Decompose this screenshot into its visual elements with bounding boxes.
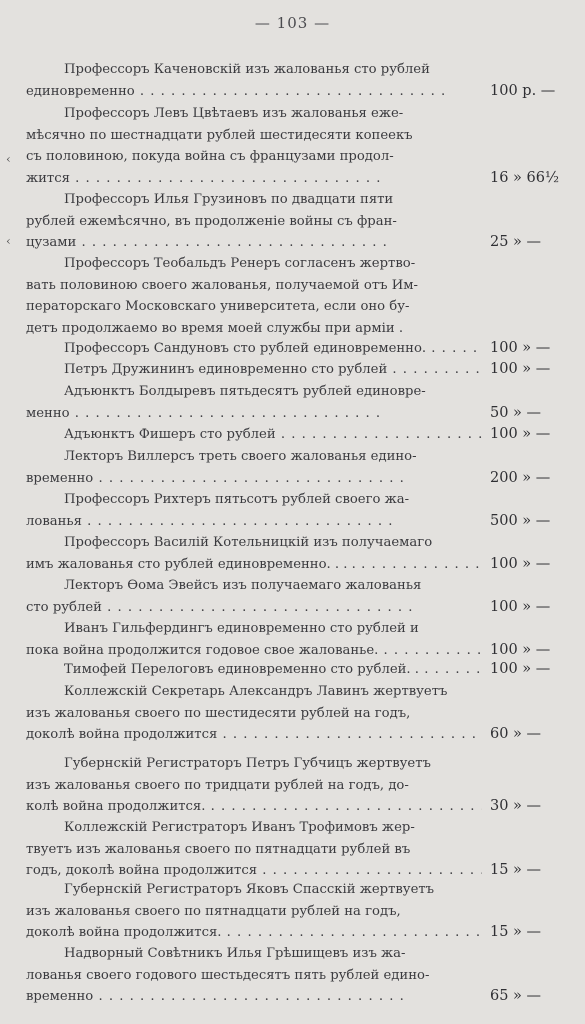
entry-text-line: Профессоръ Левъ Цвѣтаевъ изъ жалованья еже- (64, 106, 404, 121)
entry-amount: 100 » — (490, 340, 551, 356)
entry-text-line: Профессоръ Рихтеръ пятьсотъ рублей своего жа- (64, 492, 410, 507)
entry-text-line: лованья . . . (26, 512, 482, 531)
margin-mark: ‹ (6, 152, 11, 166)
entry-text-line: Профессоръ Василій Котельницкій изъ получаемаго (64, 535, 433, 550)
entry-amount: 100 » — (490, 361, 551, 377)
entry-amount: 100 » — (490, 598, 551, 615)
entry-text-line: Лекторъ Ѳома Эвейсъ изъ получаемаго жалованья (64, 578, 422, 593)
page-number: — 103 — (254, 14, 331, 32)
entry-text-line: Адъюнктъ Фишеръ сто рублей . . . (64, 425, 482, 444)
entry-text-line: детъ продолжаемо во время моей службы при арміи . (26, 320, 404, 336)
entry-text-line: съ половиною, покуда война съ французами продол- (26, 149, 394, 164)
entry-text-line: менно . . . (26, 404, 482, 423)
entry-amount: 16 » 66½ (490, 169, 560, 186)
entry-amount: 100 » — (490, 426, 551, 442)
entry-text-line: жится . . . (26, 169, 482, 188)
entry-amount: 100 » — (490, 641, 551, 658)
entry-text-line: Профессоръ Теобальдъ Ренеръ согласенъ жертво- (64, 256, 416, 271)
entry-text-line: Губернскій Регистраторъ Яковъ Спасскій жертвуетъ (64, 882, 435, 897)
entry-text-line: имъ жалованья сто рублей единовременно. . . . . . . (26, 555, 482, 574)
entry-amount: 65 » — (490, 988, 542, 1004)
entry-text-line: мѣсячно по шестнадцати рублей шестидесяти копеекъ (26, 127, 413, 143)
entry-amount: 25 » — (490, 234, 542, 250)
entry-text-line: временно . . . (26, 987, 482, 1006)
entry-text-line: лованья своего годового шестьдесятъ пять рублей едино- (26, 967, 430, 983)
entry-text-line: твуетъ изъ жалованья своего по пятнадцати рублей въ (26, 841, 411, 857)
entry-text-line: изъ жалованья своего по пятнадцати рублей на годъ, (26, 903, 401, 919)
entry-text-line: Надворный Совѣтникъ Илья Грѣшищевъ изъ жа- (64, 946, 406, 961)
entry-text-line: доколѣ война продолжится. . . . (26, 923, 482, 942)
entry-text-line: ператорскаго Московскаго университета, если оно бу- (26, 299, 410, 314)
entry-amount: 50 » — (490, 404, 542, 421)
entry-text-line: рублей ежемѣсячно, въ продолженіе войны съ фран- (26, 213, 397, 229)
entry-amount: 15 » — (490, 862, 542, 878)
entry-text-line: доколѣ война продолжится . . . (26, 725, 482, 744)
entry-text-line: временно . . . (26, 469, 482, 488)
entry-amount: 100 р. — (490, 82, 556, 99)
entry-text-line: Профессоръ Каченовскій изъ жалованья сто рублей (64, 62, 430, 77)
entry-text-line: годъ, доколѣ война продолжится . . . (26, 861, 482, 880)
entry-text-line: Петръ Дружининъ единовременно сто рублей . . . (64, 360, 482, 379)
entry-text-line: вать половиною своего жалованья, получаемой отъ Им- (26, 277, 418, 293)
entry-amount: 15 » — (490, 924, 542, 940)
entry-text-line: цузами . . . (26, 233, 482, 252)
entry-amount: 60 » — (490, 726, 542, 742)
entry-text-line: изъ жалованья своего по шестидесяти рублей на годъ, (26, 705, 411, 721)
entry-amount: 100 » — (490, 555, 551, 572)
entry-text-line: сто рублей . . . (26, 598, 482, 617)
entry-text-line: Тимофей Перелоговъ единовременно сто рублей. . . . . (64, 660, 482, 679)
entry-text-line: Адъюнктъ Болдыревъ пятьдесятъ рублей единовре- (64, 384, 426, 399)
entry-amount: 100 » — (490, 661, 551, 677)
entry-text-line: Коллежскій Регистраторъ Иванъ Трофимовъ жер- (64, 820, 415, 835)
entry-amount: 500 » — (490, 512, 551, 529)
entry-amount: 30 » — (490, 798, 542, 814)
entry-text-line: единовременно . . . (26, 82, 482, 101)
entry-text-line: Профессоръ Илья Грузиновъ по двадцати пяти (64, 192, 394, 207)
entry-text-line: колѣ война продолжится. . . . (26, 797, 482, 816)
entry-amount: 200 » — (490, 469, 551, 486)
entry-text-line: изъ жалованья своего по тридцати рублей на годъ, до- (26, 777, 409, 793)
entry-text-line: Губернскій Регистраторъ Петръ Губчицъ жертвуетъ (64, 756, 431, 771)
entry-text-line: Иванъ Гильфердингъ единовременно сто рублей и (64, 621, 419, 636)
entry-text-line: пока война продолжится годовое свое жалованье. . . . (26, 641, 482, 660)
entry-text-line: Профессоръ Сандуновъ сто рублей единовременно. . . . (64, 339, 482, 358)
entry-text-line: Лекторъ Виллерсъ треть своего жалованья едино- (64, 449, 417, 464)
entry-text-line: Коллежскій Секретарь Александръ Лавинъ жертвуетъ (64, 684, 448, 699)
margin-mark: ‹ (6, 234, 11, 248)
